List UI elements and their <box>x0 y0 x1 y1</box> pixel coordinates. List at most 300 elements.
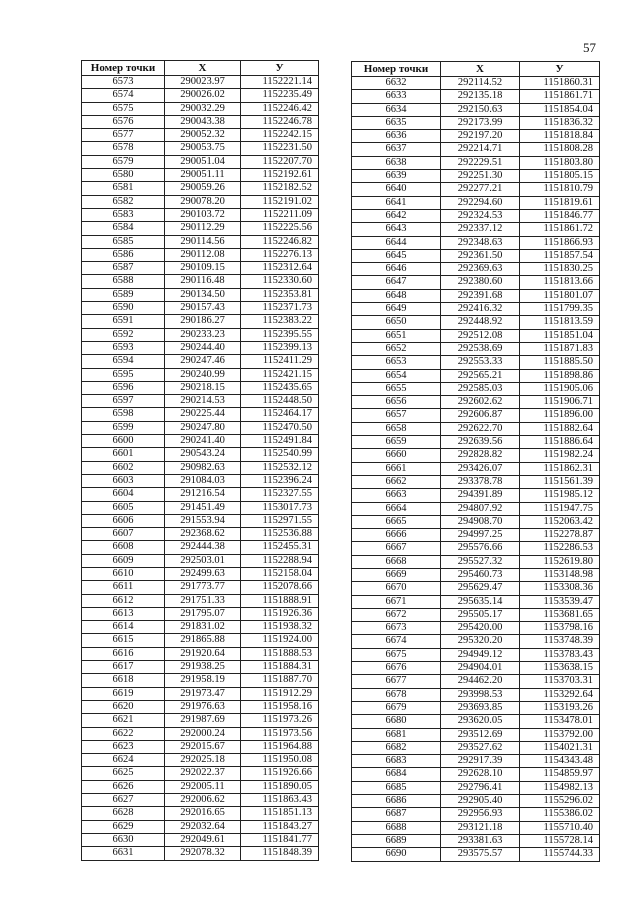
cell-x: 290157.43 <box>165 302 241 315</box>
cell-y: 1151857.54 <box>520 249 600 262</box>
cell-point-number: 6594 <box>82 355 165 368</box>
cell-point-number: 6607 <box>82 528 165 541</box>
table-row <box>352 542 600 555</box>
cell-point-number: 6630 <box>82 833 165 846</box>
cell-x: 290247.80 <box>165 421 241 434</box>
cell-x: 294997.25 <box>441 529 520 542</box>
cell-x: 291773.77 <box>165 581 241 594</box>
cell-y: 1155386.02 <box>520 808 600 821</box>
cell-x: 292448.92 <box>441 316 520 329</box>
table-row <box>352 728 600 741</box>
cell-y: 1152246.78 <box>241 115 319 128</box>
cell-point-number: 6606 <box>82 514 165 527</box>
cell-point-number: 6680 <box>352 715 441 728</box>
cell-point-number: 6689 <box>352 834 441 847</box>
cell-point-number: 6635 <box>352 116 441 129</box>
cell-x: 291976.63 <box>165 700 241 713</box>
cell-x: 291751.33 <box>165 594 241 607</box>
cell-y: 1152286.53 <box>520 542 600 555</box>
table-row <box>82 222 319 235</box>
cell-x: 292369.63 <box>441 263 520 276</box>
cell-y: 1153148.98 <box>520 568 600 581</box>
cell-y: 1151810.79 <box>520 183 600 196</box>
table-row <box>82 687 319 700</box>
table-row <box>82 76 319 89</box>
cell-y: 1151905.06 <box>520 382 600 395</box>
cell-point-number: 6650 <box>352 316 441 329</box>
cell-point-number: 6638 <box>352 156 441 169</box>
cell-y: 1151886.64 <box>520 436 600 449</box>
cell-point-number: 6613 <box>82 607 165 620</box>
cell-y: 1152421.15 <box>241 368 319 381</box>
table-row <box>352 422 600 435</box>
cell-y: 1152225.56 <box>241 222 319 235</box>
cell-y: 1151861.71 <box>520 90 600 103</box>
cell-point-number: 6590 <box>82 302 165 315</box>
cell-y: 1151836.32 <box>520 116 600 129</box>
cell-point-number: 6651 <box>352 329 441 342</box>
cell-x: 295527.32 <box>441 555 520 568</box>
cell-x: 292639.56 <box>441 436 520 449</box>
table-row <box>352 342 600 355</box>
cell-y: 1152455.31 <box>241 541 319 554</box>
cell-y: 1152464.17 <box>241 408 319 421</box>
cell-x: 293381.63 <box>441 834 520 847</box>
cell-y: 1151882.64 <box>520 422 600 435</box>
cell-x: 292380.60 <box>441 276 520 289</box>
table-row <box>82 381 319 394</box>
cell-point-number: 6624 <box>82 754 165 767</box>
table-row <box>82 89 319 102</box>
cell-x: 291973.47 <box>165 687 241 700</box>
cell-point-number: 6649 <box>352 303 441 316</box>
cell-y: 1153539.47 <box>520 595 600 608</box>
cell-point-number: 6654 <box>352 369 441 382</box>
cell-x: 292828.82 <box>441 449 520 462</box>
cell-x: 291831.02 <box>165 621 241 634</box>
cell-y: 1153798.16 <box>520 622 600 635</box>
cell-y: 1152246.82 <box>241 235 319 248</box>
cell-y: 1152470.50 <box>241 421 319 434</box>
cell-point-number: 6587 <box>82 262 165 275</box>
cell-x: 292022.37 <box>165 767 241 780</box>
table-row <box>352 170 600 183</box>
table-row <box>82 448 319 461</box>
cell-y: 1151830.25 <box>520 263 600 276</box>
cell-y: 1151818.84 <box>520 130 600 143</box>
cell-x: 290233.23 <box>165 328 241 341</box>
cell-y: 1151887.70 <box>241 674 319 687</box>
cell-x: 290059.26 <box>165 182 241 195</box>
table-row <box>352 515 600 528</box>
table-row <box>82 767 319 780</box>
cell-x: 290078.20 <box>165 195 241 208</box>
cell-point-number: 6656 <box>352 396 441 409</box>
cell-y: 1151813.59 <box>520 316 600 329</box>
cell-x: 290112.08 <box>165 248 241 261</box>
cell-point-number: 6645 <box>352 249 441 262</box>
cell-x: 292553.33 <box>441 356 520 369</box>
cell-x: 292538.69 <box>441 342 520 355</box>
cell-point-number: 6641 <box>352 196 441 209</box>
cell-x: 293512.69 <box>441 728 520 741</box>
cell-y: 1153478.01 <box>520 715 600 728</box>
cell-y: 1152395.55 <box>241 328 319 341</box>
cell-x: 291084.03 <box>165 474 241 487</box>
header-x: X <box>441 62 520 77</box>
table-row <box>352 156 600 169</box>
table-row <box>352 116 600 129</box>
cell-y: 1152207.70 <box>241 155 319 168</box>
table-row <box>82 554 319 567</box>
table-row <box>352 848 600 861</box>
cell-point-number: 6597 <box>82 395 165 408</box>
table-row <box>352 568 600 581</box>
cell-point-number: 6676 <box>352 662 441 675</box>
cell-point-number: 6579 <box>82 155 165 168</box>
cell-x: 292114.52 <box>441 77 520 90</box>
cell-y: 1152246.42 <box>241 102 319 115</box>
table-header-row <box>82 61 319 76</box>
cell-point-number: 6574 <box>82 89 165 102</box>
cell-point-number: 6588 <box>82 275 165 288</box>
cell-x: 290023.97 <box>165 76 241 89</box>
cell-x: 292585.03 <box>441 382 520 395</box>
cell-point-number: 6684 <box>352 768 441 781</box>
cell-y: 1151871.83 <box>520 342 600 355</box>
cell-point-number: 6685 <box>352 781 441 794</box>
cell-point-number: 6589 <box>82 288 165 301</box>
cell-y: 1151851.04 <box>520 329 600 342</box>
cell-y: 1152191.02 <box>241 195 319 208</box>
cell-point-number: 6582 <box>82 195 165 208</box>
cell-point-number: 6595 <box>82 368 165 381</box>
table-row <box>82 315 319 328</box>
cell-x: 291795.07 <box>165 607 241 620</box>
cell-point-number: 6655 <box>352 382 441 395</box>
table-row <box>352 143 600 156</box>
cell-x: 292078.32 <box>165 847 241 860</box>
cell-y: 1152278.87 <box>520 529 600 542</box>
table-row <box>82 129 319 142</box>
cell-x: 295505.17 <box>441 608 520 621</box>
cell-point-number: 6573 <box>82 76 165 89</box>
cell-y: 1151926.66 <box>241 767 319 780</box>
cell-point-number: 6632 <box>352 77 441 90</box>
cell-y: 1153292.64 <box>520 688 600 701</box>
cell-y: 1152288.94 <box>241 554 319 567</box>
cell-y: 1151848.39 <box>241 847 319 860</box>
table-row <box>352 223 600 236</box>
cell-point-number: 6679 <box>352 701 441 714</box>
table-row <box>352 502 600 515</box>
cell-point-number: 6593 <box>82 341 165 354</box>
cell-point-number: 6681 <box>352 728 441 741</box>
cell-point-number: 6688 <box>352 821 441 834</box>
cell-y: 1151561.39 <box>520 475 600 488</box>
table-row <box>82 621 319 634</box>
cell-y: 1151912.29 <box>241 687 319 700</box>
cell-x: 290032.29 <box>165 102 241 115</box>
cell-x: 290186.27 <box>165 315 241 328</box>
table-row <box>352 781 600 794</box>
table-row <box>82 501 319 514</box>
cell-y: 1151846.77 <box>520 209 600 222</box>
table-row <box>82 727 319 740</box>
cell-y: 1152971.55 <box>241 514 319 527</box>
table-row <box>352 582 600 595</box>
table-row <box>82 368 319 381</box>
cell-point-number: 6620 <box>82 700 165 713</box>
cell-point-number: 6576 <box>82 115 165 128</box>
table-row <box>352 675 600 688</box>
table-row <box>352 289 600 302</box>
table-row <box>352 489 600 502</box>
cell-y: 1151813.66 <box>520 276 600 289</box>
cell-y: 1154982.13 <box>520 781 600 794</box>
cell-x: 293378.78 <box>441 475 520 488</box>
cell-x: 293121.18 <box>441 821 520 834</box>
table-row <box>82 740 319 753</box>
cell-x: 292006.62 <box>165 794 241 807</box>
cell-y: 1151964.88 <box>241 740 319 753</box>
cell-point-number: 6657 <box>352 409 441 422</box>
table-row <box>352 475 600 488</box>
cell-point-number: 6642 <box>352 209 441 222</box>
cell-y: 1151973.26 <box>241 714 319 727</box>
table-row <box>352 249 600 262</box>
cell-point-number: 6677 <box>352 675 441 688</box>
page-number: 57 <box>583 40 596 55</box>
cell-x: 294462.20 <box>441 675 520 688</box>
cell-y: 1151808.28 <box>520 143 600 156</box>
table-row <box>82 102 319 115</box>
cell-x: 291938.25 <box>165 661 241 674</box>
cell-point-number: 6636 <box>352 130 441 143</box>
cell-x: 292294.60 <box>441 196 520 209</box>
cell-point-number: 6640 <box>352 183 441 196</box>
table-row <box>82 833 319 846</box>
cell-point-number: 6603 <box>82 474 165 487</box>
cell-y: 1153783.43 <box>520 648 600 661</box>
cell-x: 292606.87 <box>441 409 520 422</box>
table-row <box>352 741 600 754</box>
cell-point-number: 6634 <box>352 103 441 116</box>
cell-y: 1155296.02 <box>520 795 600 808</box>
table-row <box>352 662 600 675</box>
cell-x: 292956.93 <box>441 808 520 821</box>
cell-x: 292251.30 <box>441 170 520 183</box>
table-row <box>352 276 600 289</box>
cell-y: 1152221.14 <box>241 76 319 89</box>
cell-y: 1151843.27 <box>241 820 319 833</box>
cell-x: 290214.53 <box>165 395 241 408</box>
cell-point-number: 6643 <box>352 223 441 236</box>
cell-point-number: 6612 <box>82 594 165 607</box>
cell-x: 290225.44 <box>165 408 241 421</box>
table-row <box>82 248 319 261</box>
table-row <box>352 462 600 475</box>
cell-x: 292214.71 <box>441 143 520 156</box>
table-row <box>352 834 600 847</box>
cell-y: 1152063.42 <box>520 515 600 528</box>
cell-x: 294391.89 <box>441 489 520 502</box>
cell-x: 291920.64 <box>165 647 241 660</box>
cell-point-number: 6617 <box>82 661 165 674</box>
table-row <box>352 369 600 382</box>
cell-y: 1151801.07 <box>520 289 600 302</box>
cell-point-number: 6605 <box>82 501 165 514</box>
cell-x: 295635.14 <box>441 595 520 608</box>
cell-x: 290103.72 <box>165 208 241 221</box>
cell-point-number: 6667 <box>352 542 441 555</box>
table-row <box>82 567 319 580</box>
cell-point-number: 6575 <box>82 102 165 115</box>
table-row <box>352 808 600 821</box>
cell-y: 1152532.12 <box>241 461 319 474</box>
table-row <box>352 755 600 768</box>
cell-y: 1153638.15 <box>520 662 600 675</box>
table-row <box>82 302 319 315</box>
table-row <box>352 183 600 196</box>
table-row <box>352 263 600 276</box>
table-row <box>352 715 600 728</box>
cell-y: 1151860.31 <box>520 77 600 90</box>
cell-y: 1151906.71 <box>520 396 600 409</box>
cell-y: 1152619.80 <box>520 555 600 568</box>
table-row <box>352 329 600 342</box>
table-row <box>352 90 600 103</box>
cell-x: 292229.51 <box>441 156 520 169</box>
cell-point-number: 6600 <box>82 435 165 448</box>
cell-y: 1155710.40 <box>520 821 600 834</box>
cell-x: 290247.46 <box>165 355 241 368</box>
cell-point-number: 6626 <box>82 780 165 793</box>
cell-point-number: 6675 <box>352 648 441 661</box>
cell-point-number: 6669 <box>352 568 441 581</box>
cell-y: 1151898.86 <box>520 369 600 382</box>
cell-y: 1151888.53 <box>241 647 319 660</box>
cell-point-number: 6625 <box>82 767 165 780</box>
cell-y: 1151973.56 <box>241 727 319 740</box>
cell-y: 1152235.49 <box>241 89 319 102</box>
cell-point-number: 6619 <box>82 687 165 700</box>
cell-y: 1152182.52 <box>241 182 319 195</box>
cell-y: 1152540.99 <box>241 448 319 461</box>
table-row <box>352 103 600 116</box>
cell-point-number: 6602 <box>82 461 165 474</box>
cell-x: 292444.38 <box>165 541 241 554</box>
cell-y: 1151851.13 <box>241 807 319 820</box>
cell-x: 292368.62 <box>165 528 241 541</box>
cell-x: 290112.29 <box>165 222 241 235</box>
cell-y: 1151924.00 <box>241 634 319 647</box>
cell-point-number: 6584 <box>82 222 165 235</box>
cell-point-number: 6661 <box>352 462 441 475</box>
cell-y: 1152353.81 <box>241 288 319 301</box>
cell-point-number: 6690 <box>352 848 441 861</box>
cell-y: 1151861.72 <box>520 223 600 236</box>
cell-point-number: 6631 <box>82 847 165 860</box>
cell-point-number: 6583 <box>82 208 165 221</box>
table-row <box>82 714 319 727</box>
table-row <box>82 647 319 660</box>
cell-x: 293620.05 <box>441 715 520 728</box>
cell-x: 290053.75 <box>165 142 241 155</box>
cell-x: 290043.38 <box>165 115 241 128</box>
cell-x: 294908.70 <box>441 515 520 528</box>
cell-x: 292015.67 <box>165 740 241 753</box>
cell-y: 1151841.77 <box>241 833 319 846</box>
cell-point-number: 6666 <box>352 529 441 542</box>
table-row <box>82 288 319 301</box>
cell-x: 292905.40 <box>441 795 520 808</box>
table-row <box>82 421 319 434</box>
cell-point-number: 6616 <box>82 647 165 660</box>
table-row <box>352 209 600 222</box>
cell-point-number: 6614 <box>82 621 165 634</box>
cell-point-number: 6623 <box>82 740 165 753</box>
cell-point-number: 6611 <box>82 581 165 594</box>
table-body-right <box>352 77 600 862</box>
cell-y: 1151862.31 <box>520 462 600 475</box>
cell-x: 290240.99 <box>165 368 241 381</box>
cell-x: 292628.10 <box>441 768 520 781</box>
cell-point-number: 6683 <box>352 755 441 768</box>
header-x: X <box>165 61 241 76</box>
cell-y: 1151799.35 <box>520 303 600 316</box>
cell-y: 1155744.33 <box>520 848 600 861</box>
cell-point-number: 6627 <box>82 794 165 807</box>
cell-point-number: 6686 <box>352 795 441 808</box>
cell-x: 292016.65 <box>165 807 241 820</box>
table-row <box>352 635 600 648</box>
cell-x: 292277.21 <box>441 183 520 196</box>
cell-x: 290134.50 <box>165 288 241 301</box>
cell-y: 1154343.48 <box>520 755 600 768</box>
cell-x: 292602.62 <box>441 396 520 409</box>
cell-point-number: 6621 <box>82 714 165 727</box>
cell-x: 290114.56 <box>165 235 241 248</box>
table-row <box>352 382 600 395</box>
cell-point-number: 6664 <box>352 502 441 515</box>
table-row <box>82 541 319 554</box>
cell-x: 291216.54 <box>165 488 241 501</box>
cell-y: 1152211.09 <box>241 208 319 221</box>
cell-point-number: 6618 <box>82 674 165 687</box>
table-row <box>352 595 600 608</box>
cell-point-number: 6598 <box>82 408 165 421</box>
cell-x: 291865.88 <box>165 634 241 647</box>
table-row <box>82 847 319 860</box>
table-row <box>82 634 319 647</box>
cell-x: 292197.20 <box>441 130 520 143</box>
table-row <box>82 235 319 248</box>
table-row <box>352 77 600 90</box>
cell-point-number: 6599 <box>82 421 165 434</box>
cell-point-number: 6591 <box>82 315 165 328</box>
cell-point-number: 6644 <box>352 236 441 249</box>
cell-point-number: 6639 <box>352 170 441 183</box>
cell-y: 1153308.36 <box>520 582 600 595</box>
cell-y: 1152491.84 <box>241 435 319 448</box>
cell-y: 1153792.00 <box>520 728 600 741</box>
cell-point-number: 6610 <box>82 567 165 580</box>
cell-point-number: 6687 <box>352 808 441 821</box>
cell-x: 293527.62 <box>441 741 520 754</box>
cell-x: 292032.64 <box>165 820 241 833</box>
cell-y: 1151884.31 <box>241 661 319 674</box>
